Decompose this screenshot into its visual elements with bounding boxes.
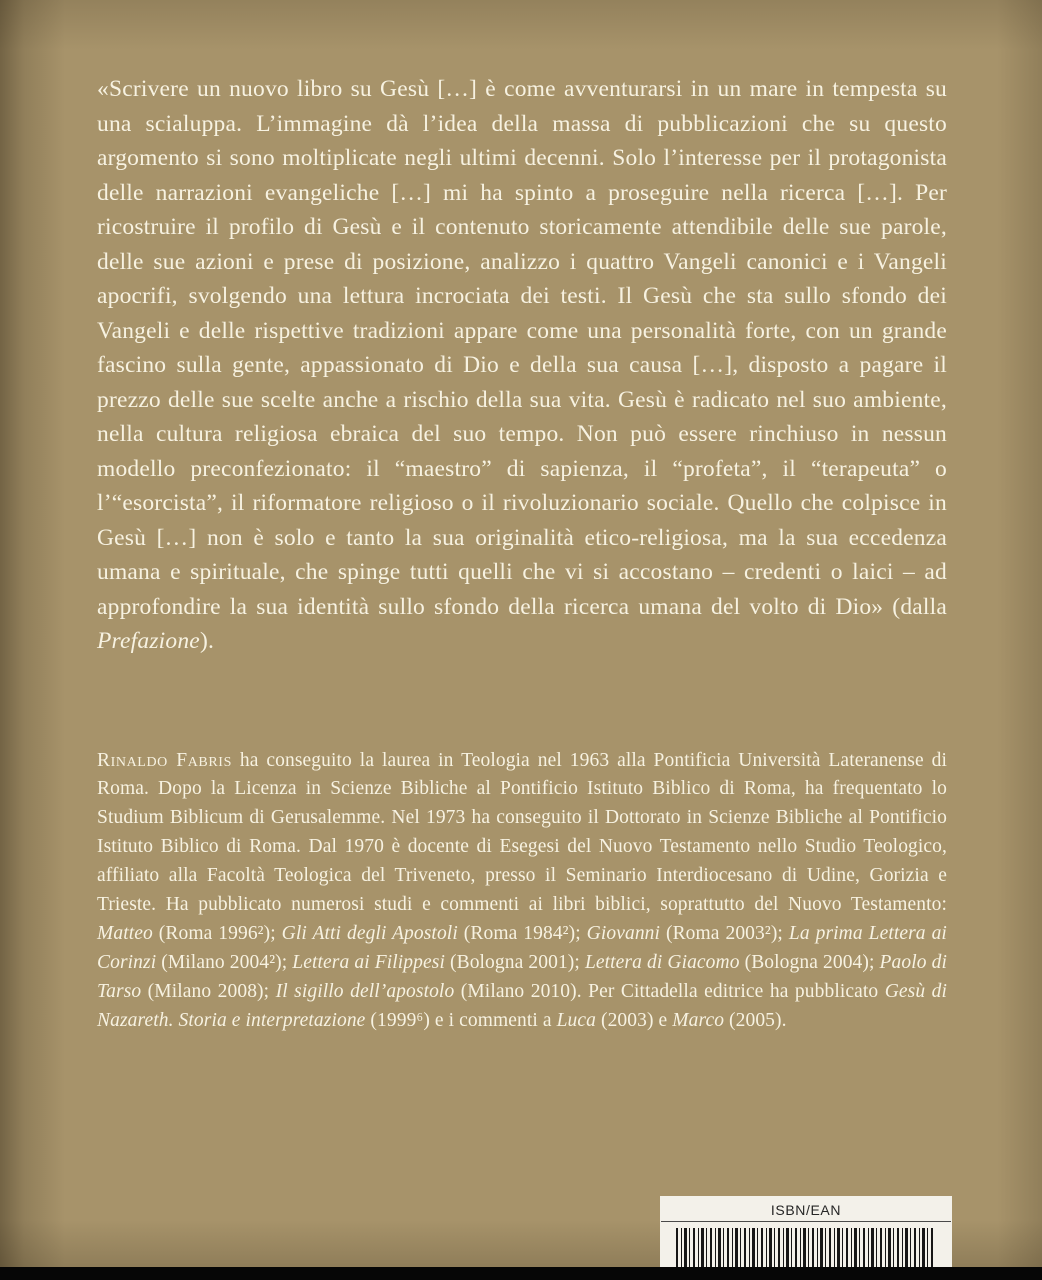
- bio-text: (2005).: [724, 1009, 787, 1031]
- cover-text-area: [97, 0, 947, 1036]
- bio-text: (Bologna 2001);: [444, 951, 585, 973]
- scan-edge-strip: [0, 1267, 1042, 1280]
- bio-text: (Roma 2003²);: [660, 922, 789, 944]
- quote-text: ).: [199, 628, 215, 654]
- preface-quote: [97, 72, 947, 659]
- bio-text: ha conseguito la laurea in Teologia nel 1963 alla Pontificia Università Lateranense di Roma. Dopo la Licenza in Scienze Bibliche al Pontificio Istituto Biblico di Roma, ha frequentato lo Studium Biblicum di Gerusalemme. Nel 1973 ha conseguito il Dottorato in Scienze Bibliche al Pontificio Istituto Biblico di Roma. Dal 1970 è docente di Esegesi del Nuovo Testamento nello Studio Teologico, affiliato alla Facoltà Teologica del Triveneto, presso il Seminario Interdiocesano di Udine, Gorizia e Trieste. Ha pubblicato numerosi studi e commenti ai libri biblici, soprattutto del Nuovo Testamento:: [97, 749, 947, 916]
- bio-text: (Bologna 2004);: [739, 951, 880, 973]
- bio-text: (Roma 1984²);: [457, 922, 587, 944]
- isbn-barcode-icon: [676, 1228, 936, 1267]
- author-bio: [97, 747, 947, 1036]
- book-title: Matteo: [97, 922, 153, 944]
- book-title: Il sigillo dell’apostolo: [275, 980, 455, 1002]
- bio-text: (2003) e: [596, 1009, 673, 1031]
- quote-text: «Scrivere un nuovo libro su Gesù […] è come avventurarsi in un mare in tempesta su una scialuppa. L’immagine dà l’idea della massa di pubblicazioni che su questo argomento si sono moltiplicate negli ultimi decenni. Solo l’interesse per il protagonista delle narrazioni evangeliche […] mi ha spinto a proseguire nella ricerca […]. Per ricostruire il profilo di Gesù e il contenuto storicamente attendibile delle sue parole, delle sue azioni e prese di posizione, analizzo i quattro Vangeli canonici e i Vangeli apocrifi, svolgendo una lettura incrociata dei testi. Il Gesù che sta sullo sfondo dei Vangeli e delle rispettive tradizioni appare come una personalità forte, con un grande fascino sulla gente, appassionato di Dio e della sua causa […], disposto a pagare il prezzo delle sue scelte anche a rischio della sua vita. Gesù è radicato nel suo ambiente, nella cultura religiosa ebraica del suo tempo. Non può essere rinchiuso in nessun modello preconfezionato: il “maestro” di sapienza, il “profeta”, il “terapeuta” o l’“esorcista”, il riformatore religioso o il rivoluzionario sociale. Quello che colpisce in Gesù […] non è solo e tanto la sua originalità etico-religiosa, ma la sua eccedenza umana e spirituale, che spinge tutti quelli che vi si accostano – credenti o laici – ad approfondire la sua identità sullo sfondo della ricerca umana del volto di Dio» (dalla: [97, 76, 947, 620]
- book-title: Luca: [556, 1009, 597, 1031]
- book-title: Gli Atti degli Apostoli: [281, 922, 458, 944]
- bio-text: (1999⁶) e i commenti a: [365, 1009, 557, 1031]
- book-title: Lettera ai Filippesi: [292, 951, 445, 973]
- author-name: Rinaldo Fabris: [97, 749, 232, 771]
- book-title: Gesù di Nazareth. Storia e interpretazione: [97, 980, 947, 1031]
- isbn-divider: [661, 1221, 951, 1222]
- book-title: Lettera di Giacomo: [584, 951, 740, 973]
- bio-text: (Milano 2004²);: [156, 951, 293, 973]
- book-title: Prefazione: [97, 628, 200, 654]
- book-title: Giovanni: [586, 922, 661, 944]
- bio-text: (Milano 2010). Per Cittadella editrice ha pubblicato: [454, 980, 885, 1002]
- bio-text: (Roma 1996²);: [152, 922, 282, 944]
- isbn-ean-label: ISBN/EAN: [770, 1202, 842, 1218]
- book-title: La prima Lettera ai Corinzi: [97, 922, 947, 973]
- book-title: Marco: [672, 1009, 725, 1031]
- isbn-box: [660, 1196, 952, 1267]
- book-title: Paolo di Tarso: [97, 951, 948, 1002]
- bio-text: (Milano 2008);: [141, 980, 276, 1002]
